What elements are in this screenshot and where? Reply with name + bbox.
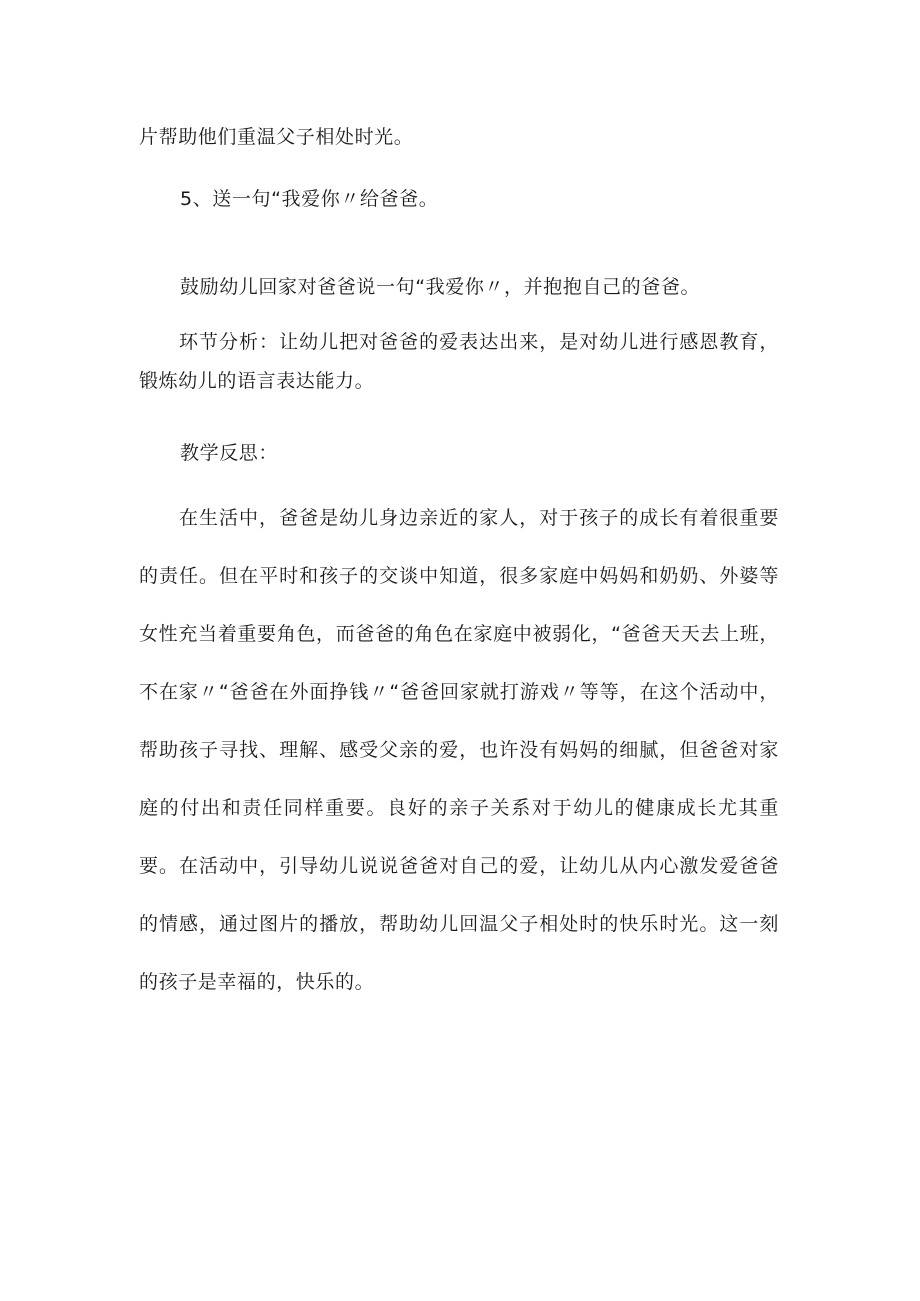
reflection-paragraph: 在生活中，爸爸是幼儿身边亲近的家人，对于孩子的成长有着很重要的责任。但在平时和孩子的交谈中知道，很多家庭中妈妈和奶奶、外婆等女性充当着重要角色，而爸爸的角色在家庭中被弱化，“爸爸天天去上班，不在家〃“爸爸在外面挣钱〃“爸爸回家就打游戏〃等等，在这个活动中，帮助孩子寻找、理解、感受父亲的爱，也许没有妈妈的细腻，但爸爸对家庭的付出和责任同样重要。良好的亲子关系对于幼儿的健康成长尤其重要。在活动中，引导幼儿说说爸爸对自己的爱，让幼儿从内心激发爱爸爸的情感，通过图片的播放，帮助幼儿回温父子相处时的快乐时光。这一刻的孩子是幸福的，快乐的。 xyxy=(139,507,779,993)
continuation-line: 片帮助他们重温父子相处时光。 xyxy=(139,126,414,148)
analysis-paragraph: 环节分析：让幼儿把对爸爸的爱表达出来，是对幼儿进行感恩教育，锻炼幼儿的语言表达能力。 xyxy=(139,331,779,392)
step5-heading: 5、送一句“我爱你〃给爸爸。 xyxy=(180,188,439,210)
reflection-heading: 教学反思： xyxy=(180,442,279,464)
step5-body: 鼓励幼儿回家对爸爸说一句“我爱你〃，并抱抱自己的爸爸。 xyxy=(180,276,701,298)
